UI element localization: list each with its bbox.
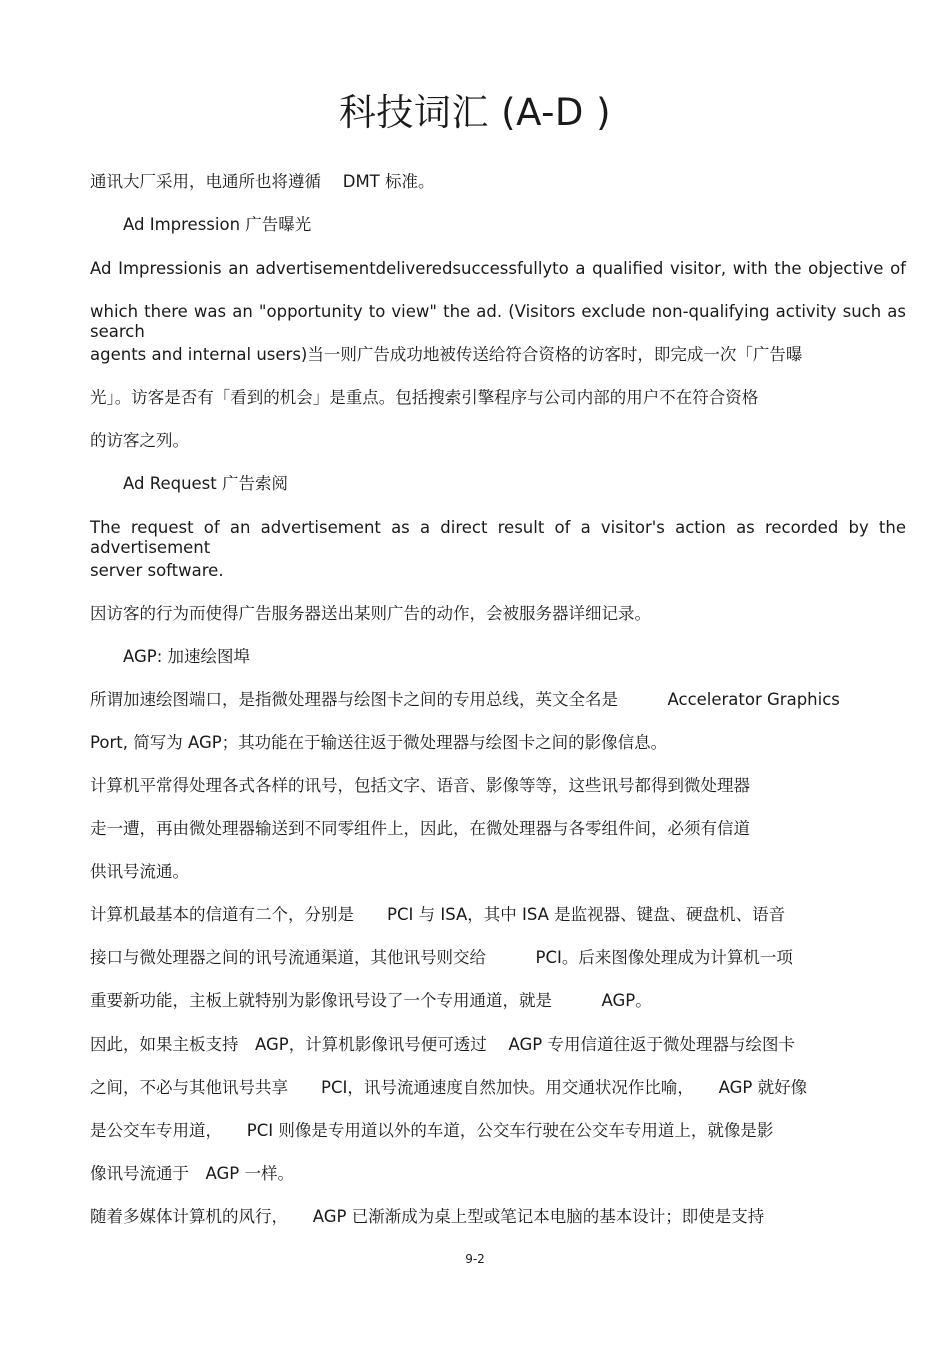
body-line: 供讯号流通。	[90, 862, 189, 881]
document-title: 科技词汇 (A-D )	[338, 91, 612, 134]
body-line: 走一遭，再由微处理器输送到不同零组件上，因此，在微处理器与各零组件间，必须有信道	[90, 819, 750, 838]
body-line: server software.	[90, 561, 224, 580]
body-line: 重要新功能，主板上就特别为影像讯号设了一个专用通道，就是 AGP。	[90, 991, 652, 1010]
body-line: Port, 简写为 AGP；其功能在于输送往返于微处理器与绘图卡之间的影像信息。	[90, 733, 668, 752]
body-line: 的访客之列。	[90, 431, 189, 450]
term-heading-agp: AGP: 加速绘图埠	[123, 647, 251, 666]
body-line: Ad Impressionis an advertisementdeliveredsuccessfullyto a qualified visitor, with the objective of	[90, 259, 906, 278]
body-line: 所谓加速绘图端口，是指微处理器与绘图卡之间的专用总线，英文全名是 Accelerator Graphics	[90, 690, 840, 709]
body-line: 接口与微处理器之间的讯号流通渠道，其他讯号则交给 PCI。后来图像处理成为计算机一项	[90, 948, 793, 967]
term-heading-ad-request: Ad Request 广告索阅	[123, 474, 288, 493]
body-line: 光」。访客是否有「看到的机会」是重点。包括搜索引擎程序与公司内部的用户不在符合资格	[90, 388, 759, 407]
page-number: 9-2	[465, 1252, 485, 1266]
body-line: 计算机平常得处理各式各样的讯号，包括文字、语音、影像等等，这些讯号都得到微处理器	[90, 776, 750, 795]
body-line: 因访客的行为而使得广告服务器送出某则广告的动作，会被服务器详细记录。	[90, 604, 651, 623]
term-heading-ad-impression: Ad Impression 广告曝光	[123, 215, 312, 234]
body-line: 随着多媒体计算机的风行， AGP 已渐渐成为桌上型或笔记本电脑的基本设计；即使是支持	[90, 1207, 765, 1226]
body-line: which there was an "opportunity to view" the ad. (Visitors exclude non-qualifying activity such as search	[90, 302, 906, 341]
body-line: 像讯号流通于 AGP 一样。	[90, 1164, 294, 1183]
body-line: The request of an advertisement as a direct result of a visitor's action as recorded by the advertisement	[90, 518, 906, 557]
body-line: 计算机最基本的信道有二个，分别是 PCI 与 ISA，其中 ISA 是监视器、键盘、硬盘机、语音	[90, 905, 786, 924]
body-line: agents and internal users)当一则广告成功地被传送给符合资格的访客时，即完成一次「广告曝	[90, 345, 803, 364]
body-line: 之间，不必与其他讯号共享 PCI，讯号流通速度自然加快。用交通状况作比喻， AGP 就好像	[90, 1078, 808, 1097]
body-line: 通讯大厂采用，电通所也将遵循 DMT 标准。	[90, 172, 435, 191]
body-line: 是公交车专用道， PCI 则像是专用道以外的车道，公交车行驶在公交车专用道上，就像是影	[90, 1121, 774, 1140]
body-line: 因此，如果主板支持 AGP，计算机影像讯号便可透过 AGP 专用信道往返于微处理器与绘图卡	[90, 1035, 795, 1054]
